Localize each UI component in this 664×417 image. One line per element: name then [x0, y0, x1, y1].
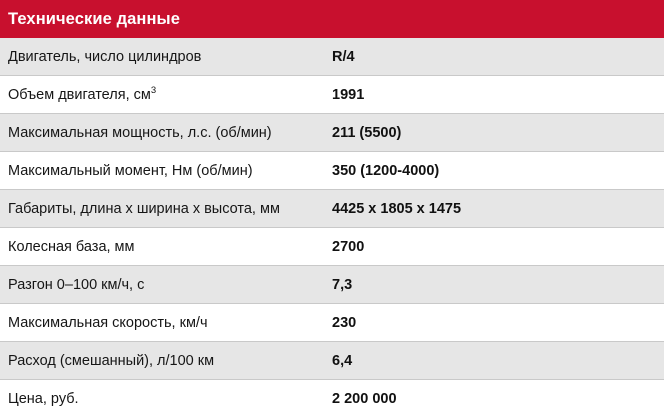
- table-row: [0, 114, 664, 152]
- spec-value: 2 200 000: [332, 380, 664, 417]
- table-row: [0, 304, 664, 342]
- table-row: [0, 342, 664, 380]
- table-row: [0, 380, 664, 417]
- spec-value: 211 (5500): [332, 114, 664, 152]
- table-row: [0, 266, 664, 304]
- spec-label: Цена, руб.: [0, 380, 332, 417]
- spec-label: Объем двигателя, $см^3$: [0, 76, 332, 114]
- spec-value: 1991: [332, 76, 664, 114]
- table-header-row: [0, 0, 664, 38]
- spec-label: Максимальная мощность, л.с. (об/мин): [0, 114, 332, 152]
- table-row: [0, 152, 664, 190]
- spec-label: Двигатель, число цилиндров: [0, 38, 332, 76]
- spec-label: Колесная база, мм: [0, 228, 332, 266]
- table-row: [0, 190, 664, 228]
- spec-value: 350 (1200-4000): [332, 152, 664, 190]
- table-title: Технические данные: [0, 0, 664, 38]
- spec-value: 230: [332, 304, 664, 342]
- spec-value: 7,3: [332, 266, 664, 304]
- spec-value: R/4: [332, 38, 664, 76]
- spec-label: Разгон 0–100 км/ч, с: [0, 266, 332, 304]
- table-row: [0, 228, 664, 266]
- table-row: [0, 38, 664, 76]
- spec-label: Максимальный момент, Нм (об/мин): [0, 152, 332, 190]
- spec-value: 2700: [332, 228, 664, 266]
- table-row: [0, 76, 664, 114]
- superscript: 3: [151, 85, 156, 96]
- spec-value: 4425 х 1805 х 1475: [332, 190, 664, 228]
- spec-label: Габариты, длина х ширина х высота, мм: [0, 190, 332, 228]
- spec-label: Расход (смешанный), л/100 км: [0, 342, 332, 380]
- spec-label: Максимальная скорость, км/ч: [0, 304, 332, 342]
- spec-value: 6,4: [332, 342, 664, 380]
